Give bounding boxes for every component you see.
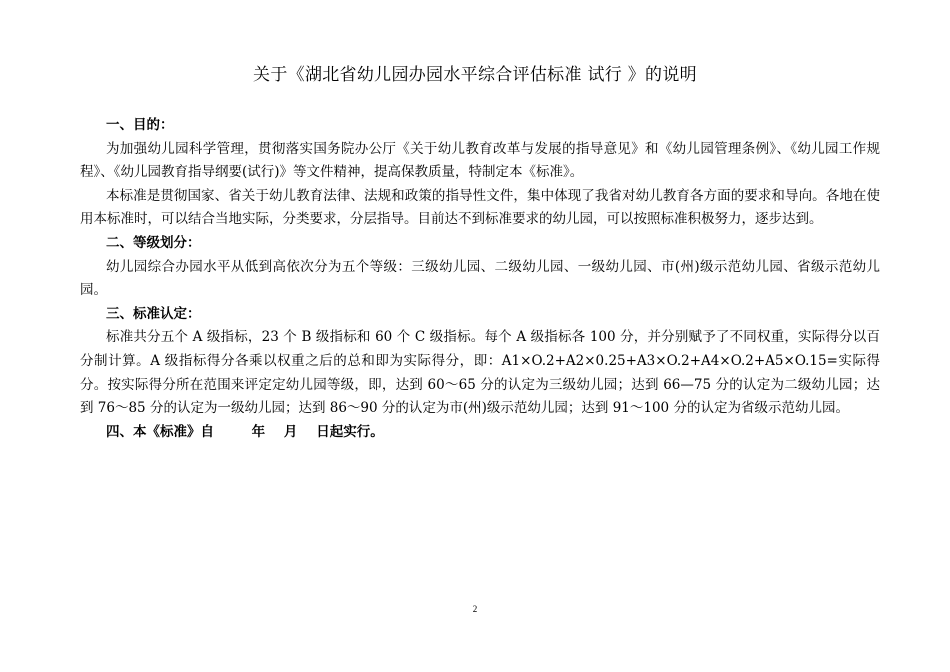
paragraph-purpose-2: 本标准是贯彻国家、省关于幼儿教育法律、法规和政策的指导性文件，集中体现了我省对幼儿教育各方面的要求和导向。各地在使用本标准时，可以结合当地实际，分类要求，分层指导。目前达不到标准要求的幼儿园，可以按照标准积极努力，逐步达到。: [80, 187, 880, 228]
page-number: 2: [472, 604, 478, 614]
paragraph-criteria: 标准共分五个 A 级指标，23 个 B 级指标和 60 个 C 级指标。每个 A 级指标各 100 分，并分别赋予了不同权重，实际得分以百分制计算。A 级指标得分各乘以权重之后的总和即为实际得分，即：A1×O.2+A2×0.25+A3×O.2+A4×O.2+A5×O.15=实际得分。按实际得分所在范围来评定定幼儿园等级，即，达到 60～65 分的认定为三级幼儿园；达到 66—75 分的认定为二级幼儿园；达到 76～85 分的认定为一级幼儿园；达到 86～90 分的认定为市(州)级示范幼儿园；达到 91～100 分的认定为省级示范幼儿园。: [80, 329, 880, 417]
paragraph-grades: 幼儿园综合办园水平从低到高依次分为五个等级：三级幼儿园、二级幼儿园、一级幼儿园、市(州)级示范幼儿园、省级示范幼儿园。: [80, 258, 880, 299]
paragraph-purpose-1: 为加强幼儿园科学管理，贯彻落实国务院办公厅《关于幼儿教育改革与发展的指导意见》和《幼儿园管理条例》、《幼儿园工作规程》、《幼儿园教育指导纲要(试行)》等文件精神，提高保教质量，特制定本《标准》。: [80, 140, 880, 181]
document-title: 关于《湖北省幼儿园办园水平综合评估标准 试行 》的说明: [253, 65, 697, 85]
section-heading-purpose: 一、目的：: [106, 117, 174, 133]
section-heading-grades: 二、等级划分：: [106, 234, 201, 251]
section-heading-criteria: 三、标准认定：: [106, 305, 201, 322]
document-body: [80, 114, 880, 444]
section-heading-effective-date: 四、本《标准》自 年 月 日起实行。: [106, 423, 384, 440]
